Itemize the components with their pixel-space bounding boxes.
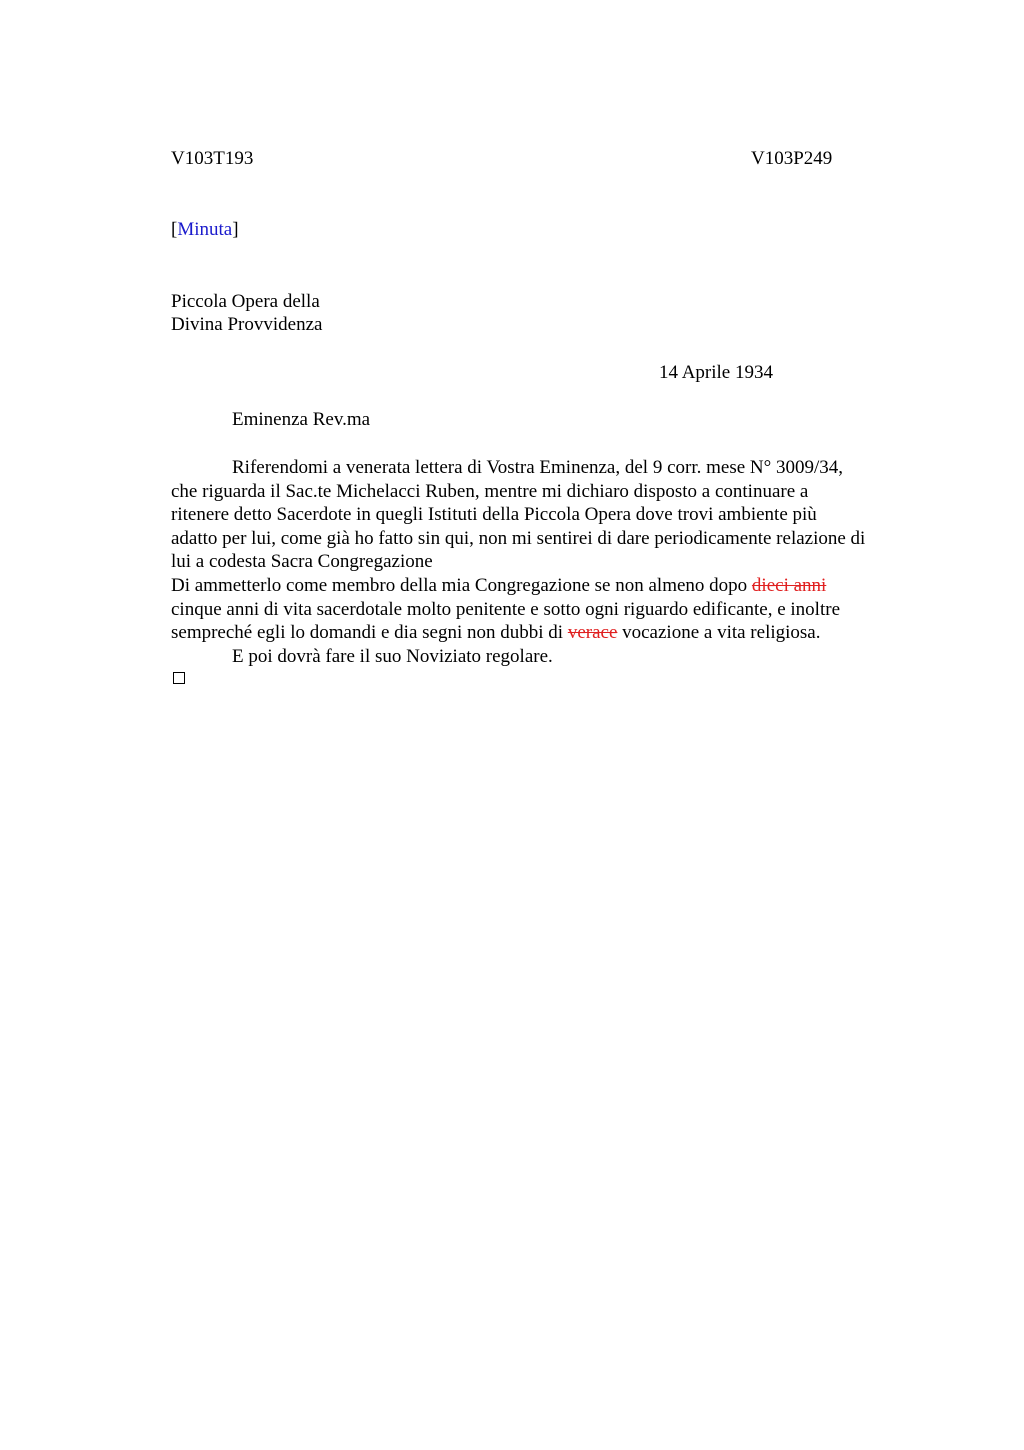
body-line [171, 574, 931, 598]
letter-body [171, 456, 931, 668]
salutation: Eminenza Rev.ma [232, 409, 371, 430]
organization-heading [171, 290, 322, 336]
empty-checkbox-symbol [173, 672, 185, 684]
minuta-label [171, 218, 239, 241]
minuta-open-bracket: [ [171, 219, 178, 240]
body-paragraph-3 [171, 645, 931, 669]
struck-text: verace [567, 622, 618, 644]
body-line: lui a codesta Sacra Congregazione [171, 551, 433, 573]
body-line: che riguarda il Sac.te Michelacci Ruben, mentre mi dichiaro disposto a continuare a [171, 480, 809, 502]
body-paragraph-2 [171, 574, 931, 645]
body-line: cinque anni di vita sacerdotale molto penitente e sotto ogni riguardo edificante, e inoltre [171, 598, 840, 620]
body-line: ritenere detto Sacerdote in quegli Istituti della Piccola Opera dove trovi ambiente più [171, 504, 817, 526]
body-text-segment: sempreché egli lo domandi e dia segni non dubbi di [171, 622, 568, 644]
body-line [171, 621, 931, 645]
letter-date: 14 Aprile 1934 [659, 362, 773, 383]
document-code-right: V103P249 [751, 148, 833, 169]
organization-line-1: Piccola Opera della [171, 291, 320, 312]
organization-line-2: Divina Provvidenza [171, 314, 323, 335]
body-line: adatto per lui, come già ho fatto sin qui, non mi sentirei di dare periodicamente relazione di [171, 527, 866, 549]
body-line: E poi dovrà fare il suo Noviziato regolare. [232, 645, 553, 667]
struck-text: dieci anni [751, 574, 827, 596]
body-line: Riferendomi a venerata lettera di Vostra Eminenza, del 9 corr. mese N° 3009/34, [232, 457, 844, 478]
minuta-text: Minuta [177, 219, 233, 240]
body-text-segment: vocazione a vita religiosa. [617, 622, 821, 644]
body-paragraph-1 [171, 456, 931, 574]
document-code-left: V103T193 [171, 148, 254, 169]
body-text-segment: Di ammetterlo come membro della mia Congregazione se non almeno dopo [171, 574, 752, 596]
minuta-close-bracket: ] [232, 219, 239, 240]
